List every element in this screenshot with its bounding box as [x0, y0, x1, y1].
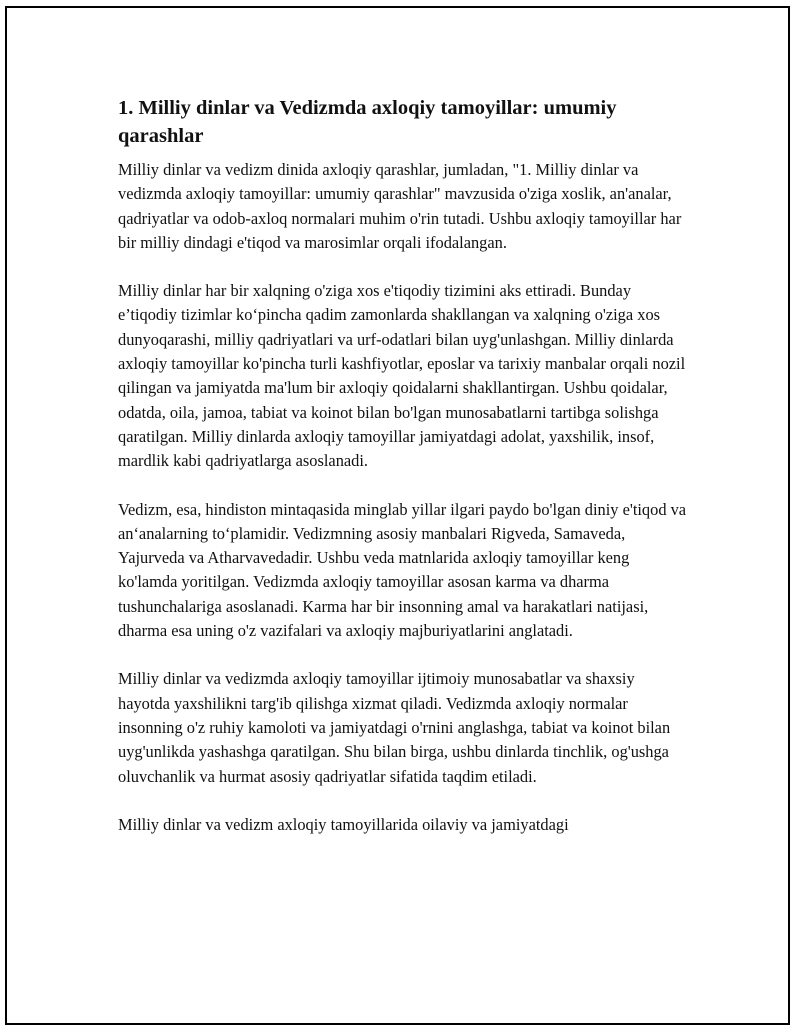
paragraph: Milliy dinlar har bir xalqning o'ziga xos e'tiqodiy tizimini aks ettiradi. Bunday e’tiqodiy tizimlar ko‘pincha qadim zamonlarda shakllangan va xalqning o'ziga xos dunyoqarashi, milliy qadriyatlari va urf-odatlari bilan uyg'unlashgan. Milliy dinlarda axloqiy tamoyillar ko'pincha turli kashfiyotlar, eposlar va tarixiy manbalar orqali nozil qilingan va jamiyatda ma'lum bir axloqiy qoidalarni shakllantirgan. Ushbu qoidalar, odatda, oila, jamoa, tabiat va koinot bilan bo'lgan munosabatlarni tartibga solishga qaratilgan. Milliy dinlarda axloqiy tamoyillar jamiyatdagi adolat, yaxshilik, insof, mardlik kabi qadriyatlarga asoslanadi. — [118, 281, 686, 471]
document-title: 1. Milliy dinlar va Vedizmda axloqiy tamoyillar: umumiy qarashlar — [118, 97, 617, 147]
paragraph: Milliy dinlar va vedizmda axloqiy tamoyillar ijtimoiy munosabatlar va shaxsiy hayotda yaxshilikni targ'ib qilishga xizmat qiladi. Vedizmda axloqiy normalar insonning o'z ruhiy kamoloti va jamiyatdagi o'rnini anglashga, tabiat va koinot bilan uyg'unlikda yashashga qaratilgan. Shu bilan birga, ushbu dinlarda tinchlik, og'ushga oluvchanlik va hurmat asosiy qadriyatlar sifatida taqdim etiladi. — [118, 669, 671, 786]
paragraph: Vedizm, esa, hindiston mintaqasida minglab yillar ilgari paydo bo'lgan diniy e'tiqod va an‘analarning to‘plamidir. Vedizmning asosiy manbalari Rigveda, Samaveda, Yajurveda va Atharvavedadir. Ushbu veda matnlarida axloqiy tamoyillar keng ko'lamda yoritilgan. Vedizmda axloqiy tamoyillar asosan karma va dharma tushunchalariga asoslanadi. Karma har bir insonning amal va harakatlari natijasi, dharma esa uning o'z vazifalari va axloqiy majburiyatlarini anglatadi. — [118, 499, 687, 641]
paragraph: Milliy dinlar va vedizm axloqiy tamoyillarida oilaviy va jamiyatdagi — [118, 814, 569, 834]
document-body — [118, 94, 688, 861]
paragraph: Milliy dinlar va vedizm dinida axloqiy qarashlar, jumladan, "1. Milliy dinlar va vedizmda axloqiy tamoyillar: umumiy qarashlar" mavzusida o'ziga xoslik, an'analar, qadriyatlar va odob-axloq normalari muhim o'rin tutadi. Ushbu axloqiy tamoyillar har bir milliy dindagi e'tiqod va marosimlar orqali ifodalangan. — [118, 160, 682, 252]
